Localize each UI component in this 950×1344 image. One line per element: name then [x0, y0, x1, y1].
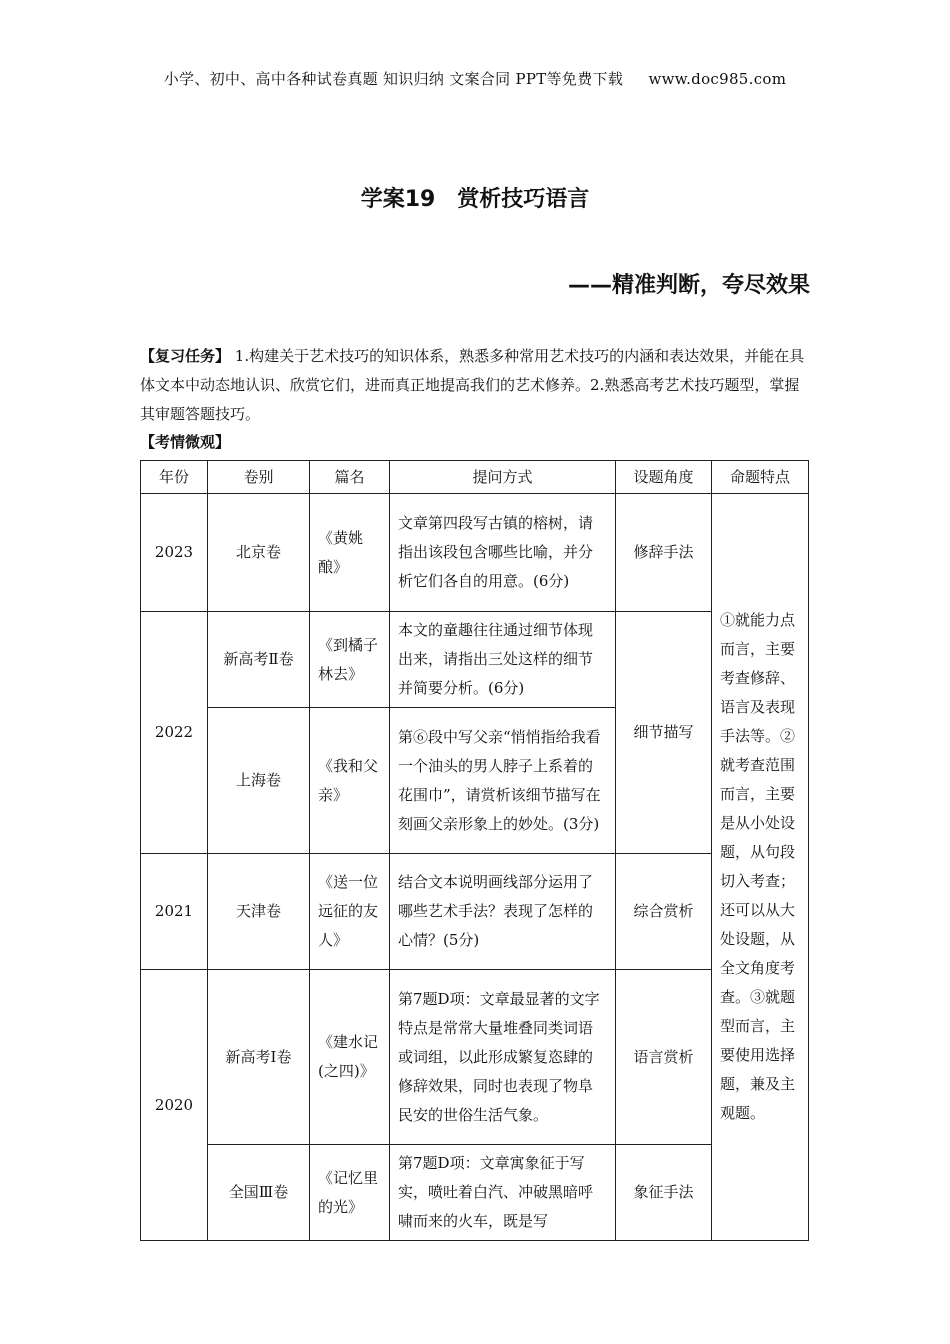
cell-paper: 新高考Ⅱ卷: [208, 612, 310, 708]
task-text: 1.构建关于艺术技巧的知识体系，熟悉多种常用艺术技巧的内涵和表达效果，并能在具体文本中动态地认识、欣赏它们，进而真正地提高我们的艺术修养。2.熟悉高考艺术技巧题型，掌握其审题答题技巧。: [140, 347, 805, 423]
table-row: [141, 494, 809, 612]
header-angle: 设题角度: [616, 461, 712, 494]
cell-paper: 全国Ⅲ卷: [208, 1145, 310, 1241]
cell-question: 第⑥段中写父亲“悄悄指给我看一个油头的男人脖子上系着的花围巾”，请赏析该细节描写在刻画父亲形象上的妙处。(3分): [390, 708, 616, 854]
cell-title: 《到橘子林去》: [310, 612, 390, 708]
header-title: 篇名: [310, 461, 390, 494]
cell-year: 2020: [141, 970, 208, 1241]
exam-table: [140, 460, 809, 1241]
table-row: [141, 854, 809, 970]
cell-paper: 天津卷: [208, 854, 310, 970]
table-row: [141, 970, 809, 1145]
header-year: 年份: [141, 461, 208, 494]
cell-year: 2022: [141, 612, 208, 854]
cell-paper: 新高考Ⅰ卷: [208, 970, 310, 1145]
cell-question: 结合文本说明画线部分运用了哪些艺术手法？表现了怎样的心情？(5分): [390, 854, 616, 970]
header-site: www.doc985.com: [648, 70, 787, 88]
cell-title: 《建水记(之四)》: [310, 970, 390, 1145]
cell-angle: 细节描写: [616, 612, 712, 854]
cell-angle: 象征手法: [616, 1145, 712, 1241]
cell-year: 2023: [141, 494, 208, 612]
header-paper: 卷别: [208, 461, 310, 494]
page-title: 学案19 赏析技巧语言: [360, 187, 590, 212]
task-label: 【复习任务】: [140, 347, 231, 365]
cell-question: 第7题D项：文章最显著的文字特点是常常大量堆叠同类词语或词组，以此形成繁复恣肆的修辞效果，同时也表现了物阜民安的世俗生活气象。: [390, 970, 616, 1145]
cell-feature: ①就能力点而言，主要考查修辞、语言及表现手法等。②就考查范围而言，主要是从小处设题，从句段切入考查；还可以从大处设题，从全文角度考查。③就题型而言，主要使用选择题，兼及主观题。: [712, 494, 809, 1241]
review-task: [140, 342, 810, 429]
table-header-row: [141, 461, 809, 494]
table-row: [141, 612, 809, 708]
section-label: 【考情微观】: [140, 433, 231, 451]
cell-question: 文章第四段写古镇的榕树，请指出该段包含哪些比喻，并分析它们各自的用意。(6分): [390, 494, 616, 612]
cell-angle: 修辞手法: [616, 494, 712, 612]
cell-question: 第7题D项：文章寓象征于写实，喷吐着白汽、冲破黑暗呼啸而来的火车，既是写: [390, 1145, 616, 1241]
cell-angle: 综合赏析: [616, 854, 712, 970]
cell-angle: 语言赏析: [616, 970, 712, 1145]
cell-title: 《我和父亲》: [310, 708, 390, 854]
header-question: 提问方式: [390, 461, 616, 494]
cell-title: 《送一位远征的友人》: [310, 854, 390, 970]
cell-title: 《记忆里的光》: [310, 1145, 390, 1241]
header-feature: 命题特点: [712, 461, 809, 494]
cell-title: 《黄姚酿》: [310, 494, 390, 612]
cell-paper: 上海卷: [208, 708, 310, 854]
page-subtitle: ——精准判断，夸尽效果: [567, 273, 810, 298]
page-header: [0, 68, 950, 89]
cell-paper: 北京卷: [208, 494, 310, 612]
cell-question: 本文的童趣往往通过细节体现出来，请指出三处这样的细节并简要分析。(6分): [390, 612, 616, 708]
cell-year: 2021: [141, 854, 208, 970]
header-text: 小学、初中、高中各种试卷真题 知识归纳 文案合同 PPT等免费下载: [163, 70, 624, 88]
table-row: [141, 1145, 809, 1241]
